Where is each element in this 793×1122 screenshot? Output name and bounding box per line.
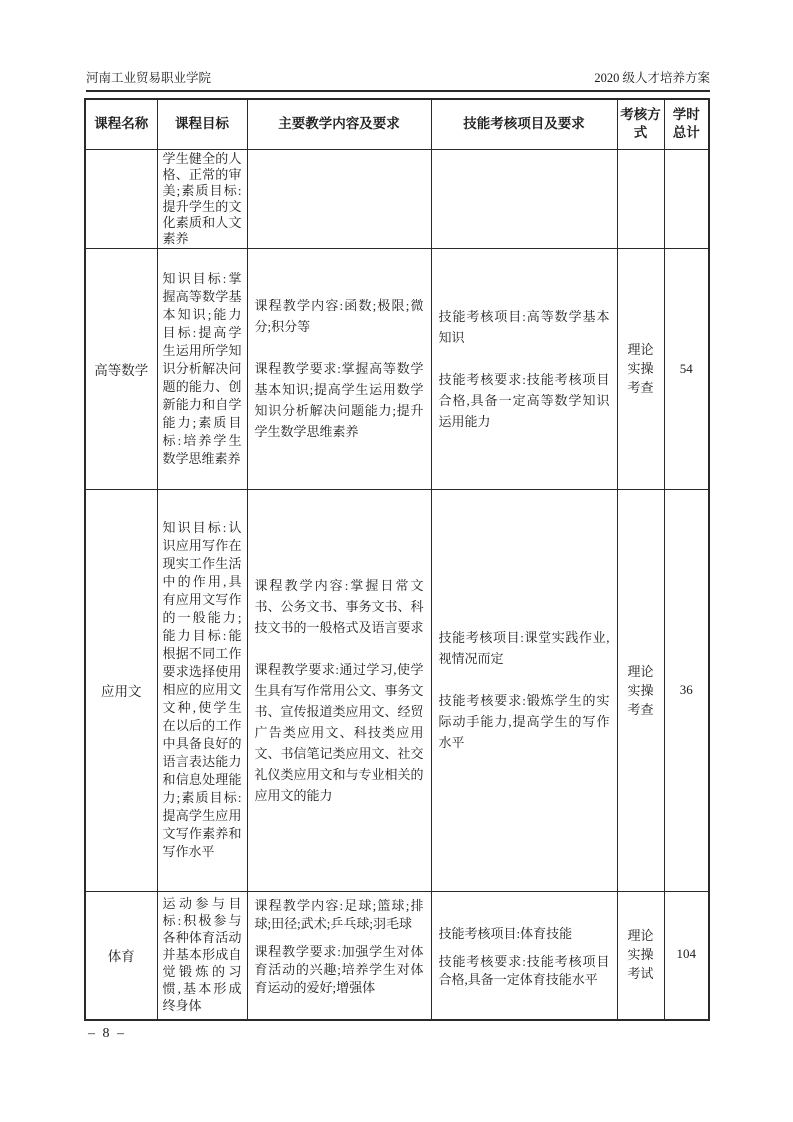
table-row-physical-education (85, 891, 709, 1020)
cell-total-hours: 104 (664, 891, 709, 1020)
cell-assessment-method (617, 149, 664, 248)
header-school-name: 河南工业贸易职业学院 (86, 71, 212, 85)
table-row-continuation (85, 149, 709, 248)
cell-skill-assessment: 技能考核项目:课堂实践作业,视情况而定 技能考核要求:锻炼学生的实际动手能力,提高学生的写作水平 (431, 489, 617, 891)
table-row-applied-writing (85, 489, 709, 891)
cell-teaching-content: 课程教学内容:掌握日常文书、公务文书、事务文书、科技文书的一般格式及语言要求 课程教学要求:通过学习,使学生具有写作常用公文、事务文书、宣传报道类应用文、经贸广告类应用文、科技类应用文、书信笔记类应用文、社交礼仪类应用文和与专业相关的应用文的能力 (247, 489, 431, 891)
header-plan-title: 2020 级人才培养方案 (594, 71, 710, 85)
column-header-teaching-content: 主要教学内容及要求 (247, 99, 431, 149)
cell-course-name: 应用文 (85, 489, 157, 891)
column-header-course-objectives: 课程目标 (157, 99, 247, 149)
cell-course-name (85, 149, 157, 248)
table-row-advanced-math (85, 248, 709, 489)
cell-assessment-method: 理论 实操 考查 (617, 248, 664, 489)
cell-assessment-method: 理论 实操 考查 (617, 489, 664, 891)
page-number: – 8 – (88, 1026, 126, 1041)
cell-course-objectives: 学生健全的人格、正常的审美;素质目标:提升学生的文化素质和人文素养 (157, 149, 247, 248)
cell-course-objectives: 运动参与目标:积极参与各种体育活动并基本形成自觉锻炼的习惯,基本形成终身体 (157, 891, 247, 1020)
column-header-total-hours: 学时总计 (664, 99, 709, 149)
cell-total-hours (664, 149, 709, 248)
cell-teaching-content (247, 149, 431, 248)
cell-course-objectives: 知识目标:掌握高等数学基本知识;能力目标:提高学生运用所学知识分析解决问题的能力、创新能力和自学能力;素质目标:培养学生数学思维素养 (157, 248, 247, 489)
cell-course-name: 高等数学 (85, 248, 157, 489)
column-header-assessment-method: 考核方式 (617, 99, 664, 149)
cell-total-hours: 36 (664, 489, 709, 891)
cell-skill-assessment (431, 149, 617, 248)
curriculum-table-wrapper (84, 98, 716, 1021)
cell-course-objectives: 知识目标:认识应用写作在现实工作生活中的作用,具有应用文写作的一般能力;能力目标:能根据不同工作要求选择使用相应的应用文文种,使学生在以后的工作中具备良好的语言表达能力和信息处理能力;素质目标:提高学生应用文写作素养和写作水平 (157, 489, 247, 891)
cell-skill-assessment: 技能考核项目:高等数学基本知识 技能考核要求:技能考核项目合格,具备一定高等数学知识运用能力 (431, 248, 617, 489)
cell-skill-assessment: 技能考核项目:体育技能 技能考核要求:技能考核项目合格,具备一定体育技能水平 (431, 891, 617, 1020)
table-header-row (85, 99, 709, 149)
curriculum-table (84, 98, 710, 1021)
document-header (86, 64, 710, 92)
cell-total-hours: 54 (664, 248, 709, 489)
cell-course-name: 体育 (85, 891, 157, 1020)
cell-assessment-method: 理论 实操 考试 (617, 891, 664, 1020)
cell-teaching-content: 课程教学内容:函数;极限;微分;积分等 课程教学要求:掌握高等数学基本知识;提高学生运用数学知识分析解决问题能力;提升学生数学思维素养 (247, 248, 431, 489)
cell-teaching-content: 课程教学内容:足球;篮球;排球;田径;武术;乒乓球;羽毛球 课程教学要求:加强学生对体育活动的兴趣;培养学生对体育运动的爱好;增强体 (247, 891, 431, 1020)
column-header-course-name: 课程名称 (85, 99, 157, 149)
column-header-skill-assessment: 技能考核项目及要求 (431, 99, 617, 149)
